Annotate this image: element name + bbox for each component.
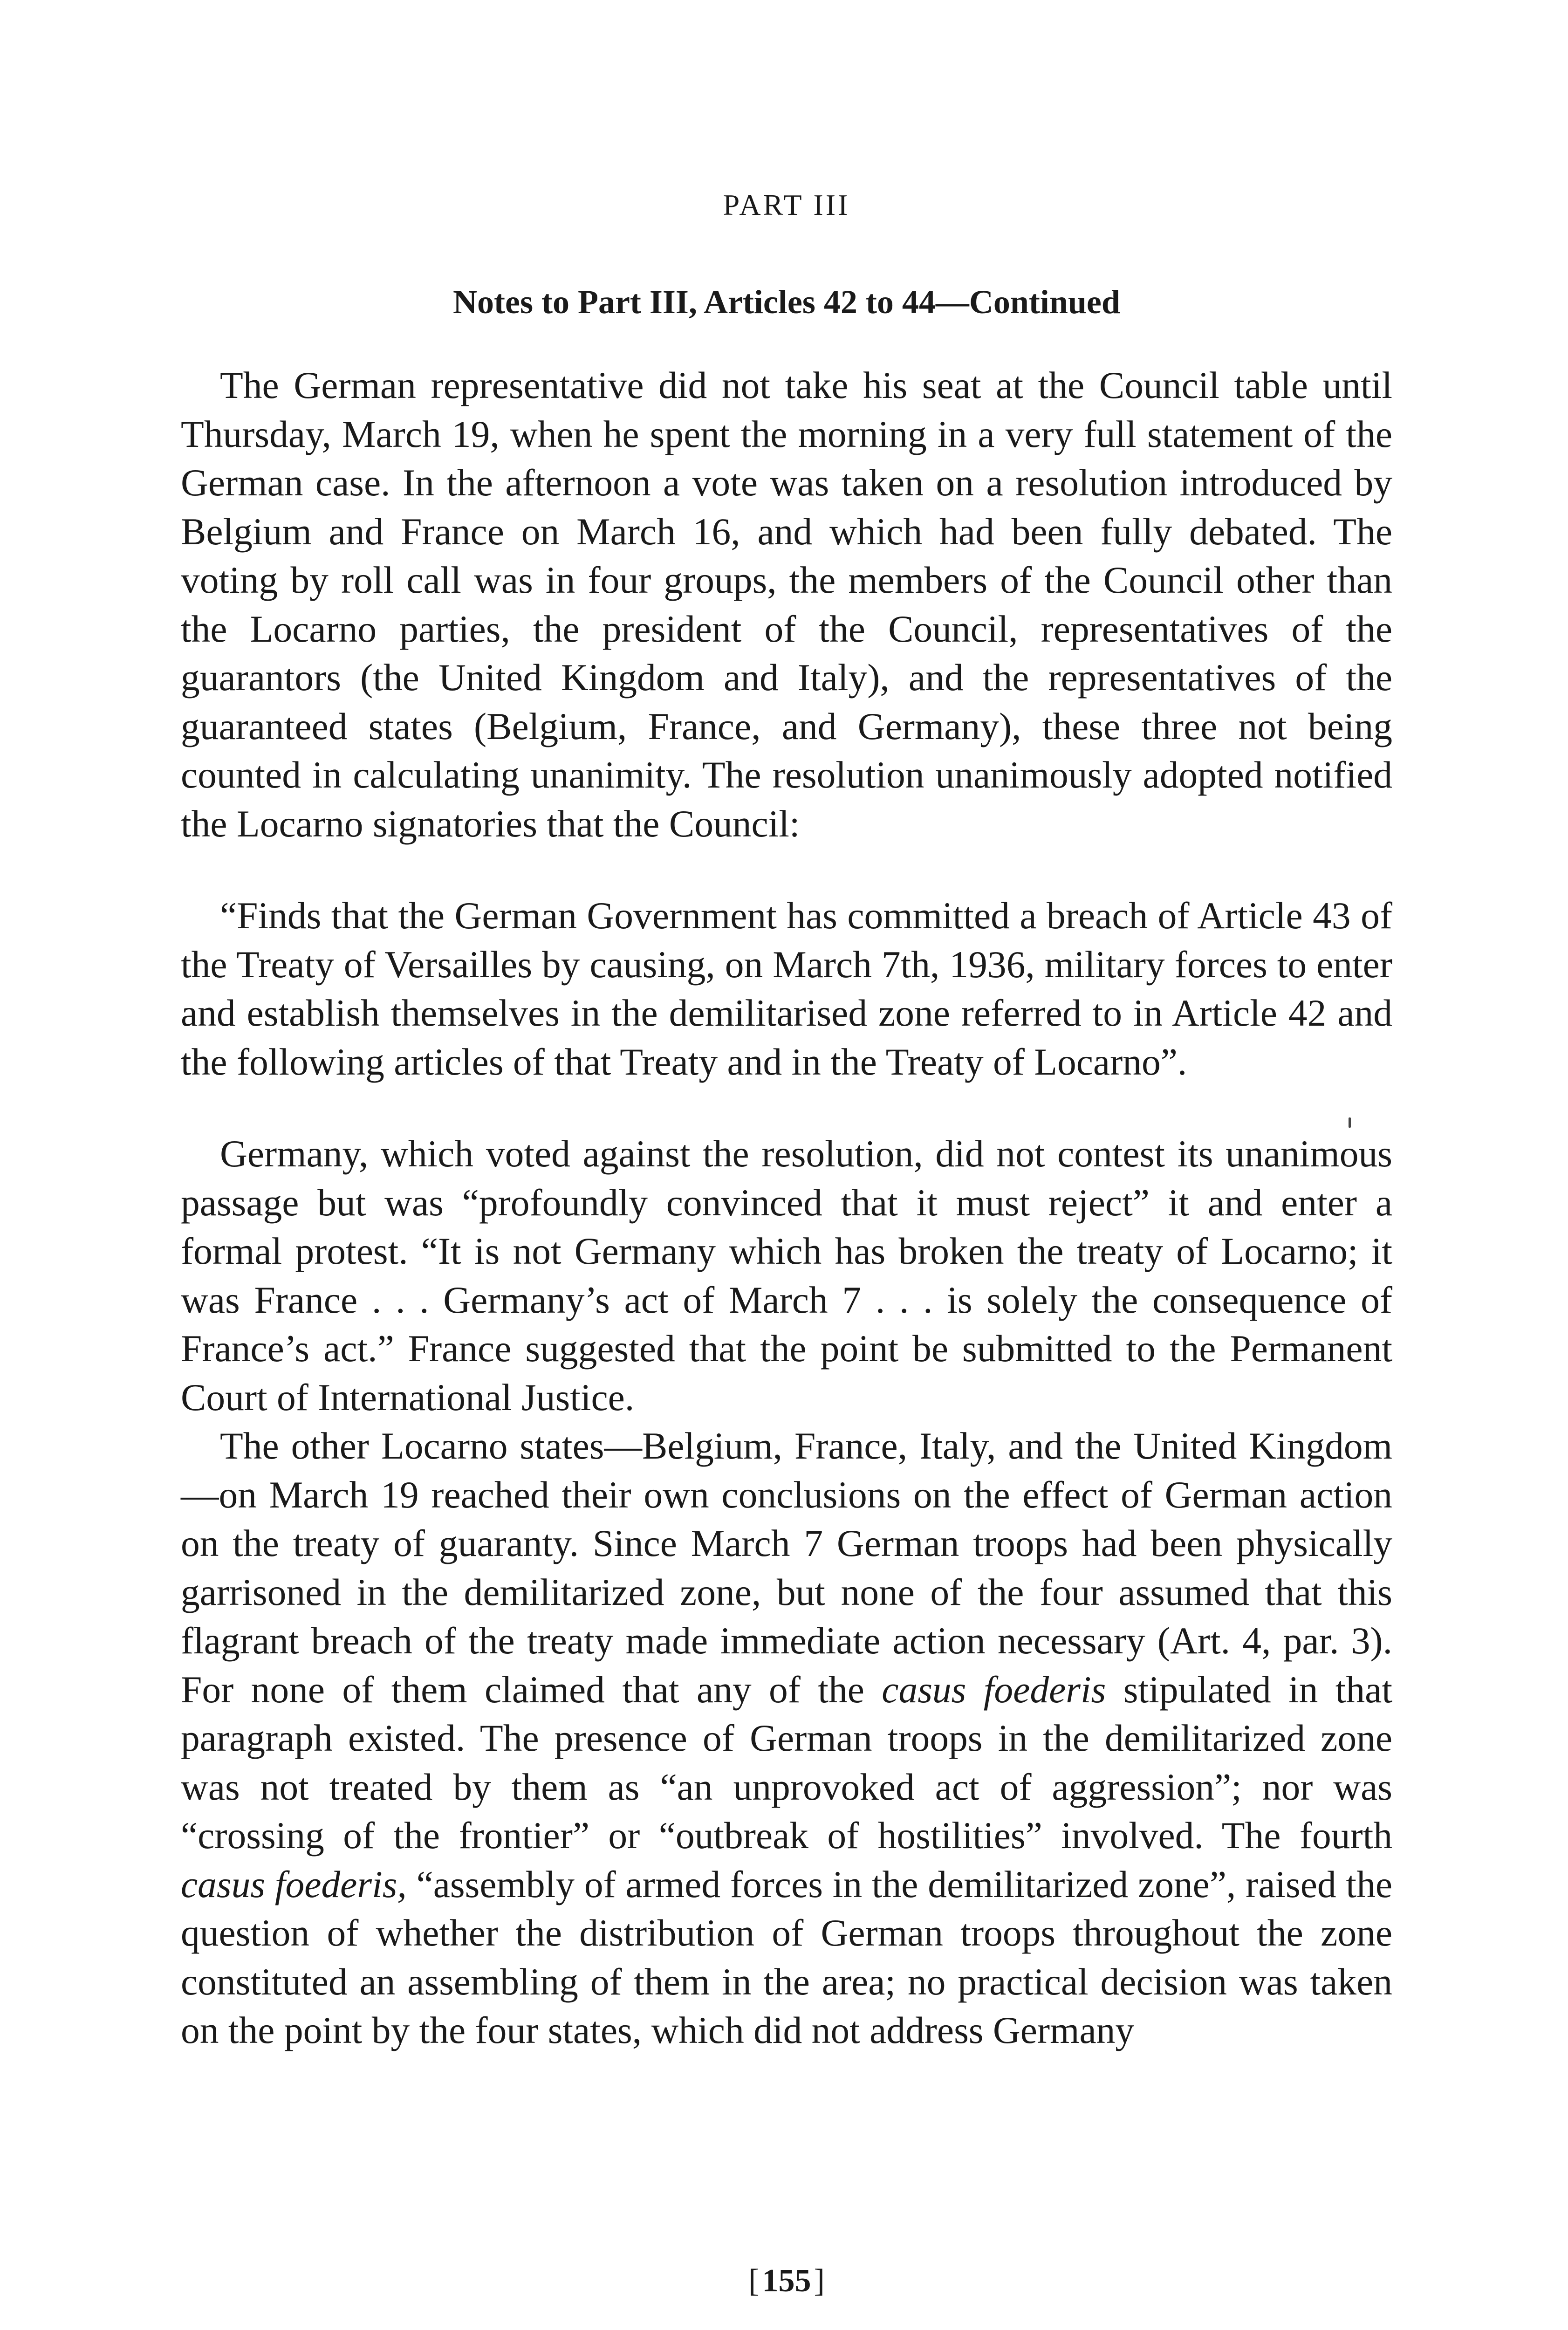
- document-page: [181, 0, 1392, 2330]
- paragraph-text-segment: The other Locarno states—Belgium, France, Italy, and the United Kingdom—on March 19 reached their own conclusions on the effect of German action on the treaty of guaranty. Since March 7 German troops had been physically garrisoned in the demilitarized zone, but none of the four assumed that this flagrant breach of the treaty made immediate action necessary (Art. 4, par. 3). For none of them claimed that any of the: [181, 1425, 1392, 1711]
- bracket-open: [: [748, 2263, 760, 2299]
- paragraph-text-segment: stipulated in that paragraph existed. The presence of German troops in the demilitarized zone was not treated by them as “an unprovoked act of aggression”; nor was “crossing of the frontier” or “outbreak of hostilities” involved. The fourth: [181, 1668, 1392, 1857]
- scan-speck: [1349, 1117, 1351, 1128]
- page-number: 155: [762, 2263, 811, 2299]
- body-text: [181, 361, 1392, 2055]
- section-heading: Notes to Part III, Articles 42 to 44—Continued: [453, 283, 1120, 321]
- paragraph-german-protest: Germany, which voted against the resolution, did not contest its unanimous passage but was “profoundly convinced that it must reject” it and enter a formal protest. “It is not Germany which has broken the treaty of Locarno; it was France . . . Germany’s act of March 7 . . . is solely the consequence of France’s act.” France suggested that the point be submitted to the Permanent Court of International Justice.: [181, 1132, 1392, 1419]
- italic-term: casus foederis,: [181, 1863, 407, 1905]
- paragraph-locarno-states: [181, 1422, 1392, 2055]
- part-heading: PART III: [723, 188, 850, 221]
- paragraph-resolution-quote: “Finds that the German Government has committed a breach of Article 43 of the Treaty of Versailles by causing, on March 7th, 1936, military forces to enter and establish themselves in the demilitarised zone referred to in Article 42 and the following articles of that Treaty and in the Treaty of Locarno”.: [181, 894, 1392, 1083]
- paragraph-council-vote: The German representative did not take his seat at the Council table until Thursday, March 19, when he spent the morning in a very full statement of the German case. In the afternoon a vote was taken on a resolution introduced by Belgium and France on March 16, and which had been fully debated. The voting by roll call was in four groups, the members of the Council other than the Locarno parties, the president of the Council, representatives of the guarantors (the United Kingdom and Italy), and the representatives of the guaranteed states (Belgium, France, and Germany), these three not being counted in calculating unanimity. The resolution unanimously adopted notified the Locarno signatories that the Council:: [181, 364, 1392, 845]
- bracket-close: ]: [814, 2263, 825, 2299]
- paragraph-text-segment: “assembly of armed forces in the demilitarized zone”, raised the question of whether the distribution of German troops throughout the zone constituted an assembling of them in the area; no practical decision was taken on the point by the four states, which did not address Germany: [181, 1863, 1392, 2051]
- italic-term: casus foederis: [882, 1668, 1106, 1711]
- page-number-footer: [181, 2265, 1392, 2297]
